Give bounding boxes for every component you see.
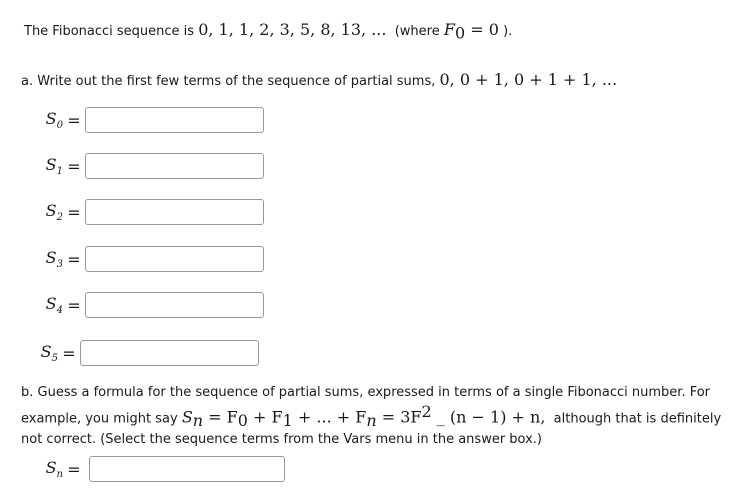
sn-input[interactable] (89, 456, 285, 482)
s0-label: $S_0$ (45, 108, 63, 132)
s2-equals: = (67, 202, 81, 222)
s3-equals: = (67, 249, 81, 269)
part-a-line (21, 70, 617, 89)
s4-label: $S_4$ (45, 293, 63, 317)
f0-symbol: F (443, 20, 455, 39)
s1-label: $S_1$ (45, 154, 63, 178)
s1-equals: = (67, 156, 81, 176)
s1-row (29, 151, 264, 181)
part-b-line2: example, you might say $S_n = F_0 + F_1$ + ... + $F_n = 3F^2$ _ (n − 1) + n, although that is definitely (21, 402, 722, 430)
intro-close: ). (503, 24, 513, 39)
part-b-line3: not correct. (Select the sequence terms from the Vars menu in the answer box.) (21, 431, 543, 447)
s4-input[interactable] (85, 292, 264, 318)
s5-label: $S_5$ (40, 341, 58, 365)
part-a-text: a. Write out the first few terms of the sequence of partial sums, (21, 74, 440, 89)
s0-equals: = (67, 110, 81, 130)
where-text: (where (394, 24, 444, 39)
s0-row (29, 105, 264, 135)
part-b-text (21, 383, 721, 449)
sn-label: $S_n$ (45, 457, 63, 481)
f0-value: = 0 (465, 20, 499, 39)
part-b-line1: b. Guess a formula for the sequence of partial sums, expressed in terms of a single Fibonacci number. For (21, 385, 711, 400)
s3-label: $S_3$ (45, 247, 63, 271)
intro-line (24, 20, 512, 43)
f0-sub: 0 (454, 23, 466, 43)
s5-row (24, 338, 259, 368)
s3-input[interactable] (85, 246, 264, 272)
s3-row (29, 244, 264, 274)
s4-row (29, 290, 264, 320)
intro-text: The Fibonacci sequence is (24, 24, 199, 39)
s2-row (29, 197, 264, 227)
sn-row (29, 454, 285, 484)
s2-label: $S_2$ (45, 200, 63, 224)
fib-sequence: 0, 1, 1, 2, 3, 5, 8, 13, ... (198, 20, 387, 39)
s5-equals: = (62, 343, 76, 363)
s2-input[interactable] (85, 199, 264, 225)
s5-input[interactable] (80, 340, 259, 366)
s4-equals: = (67, 295, 81, 315)
sn-equals: = (67, 459, 81, 479)
s1-input[interactable] (85, 153, 264, 179)
s0-input[interactable] (85, 107, 264, 133)
part-a-math: 0, 0 + 1, 0 + 1 + 1, ... (439, 70, 618, 89)
